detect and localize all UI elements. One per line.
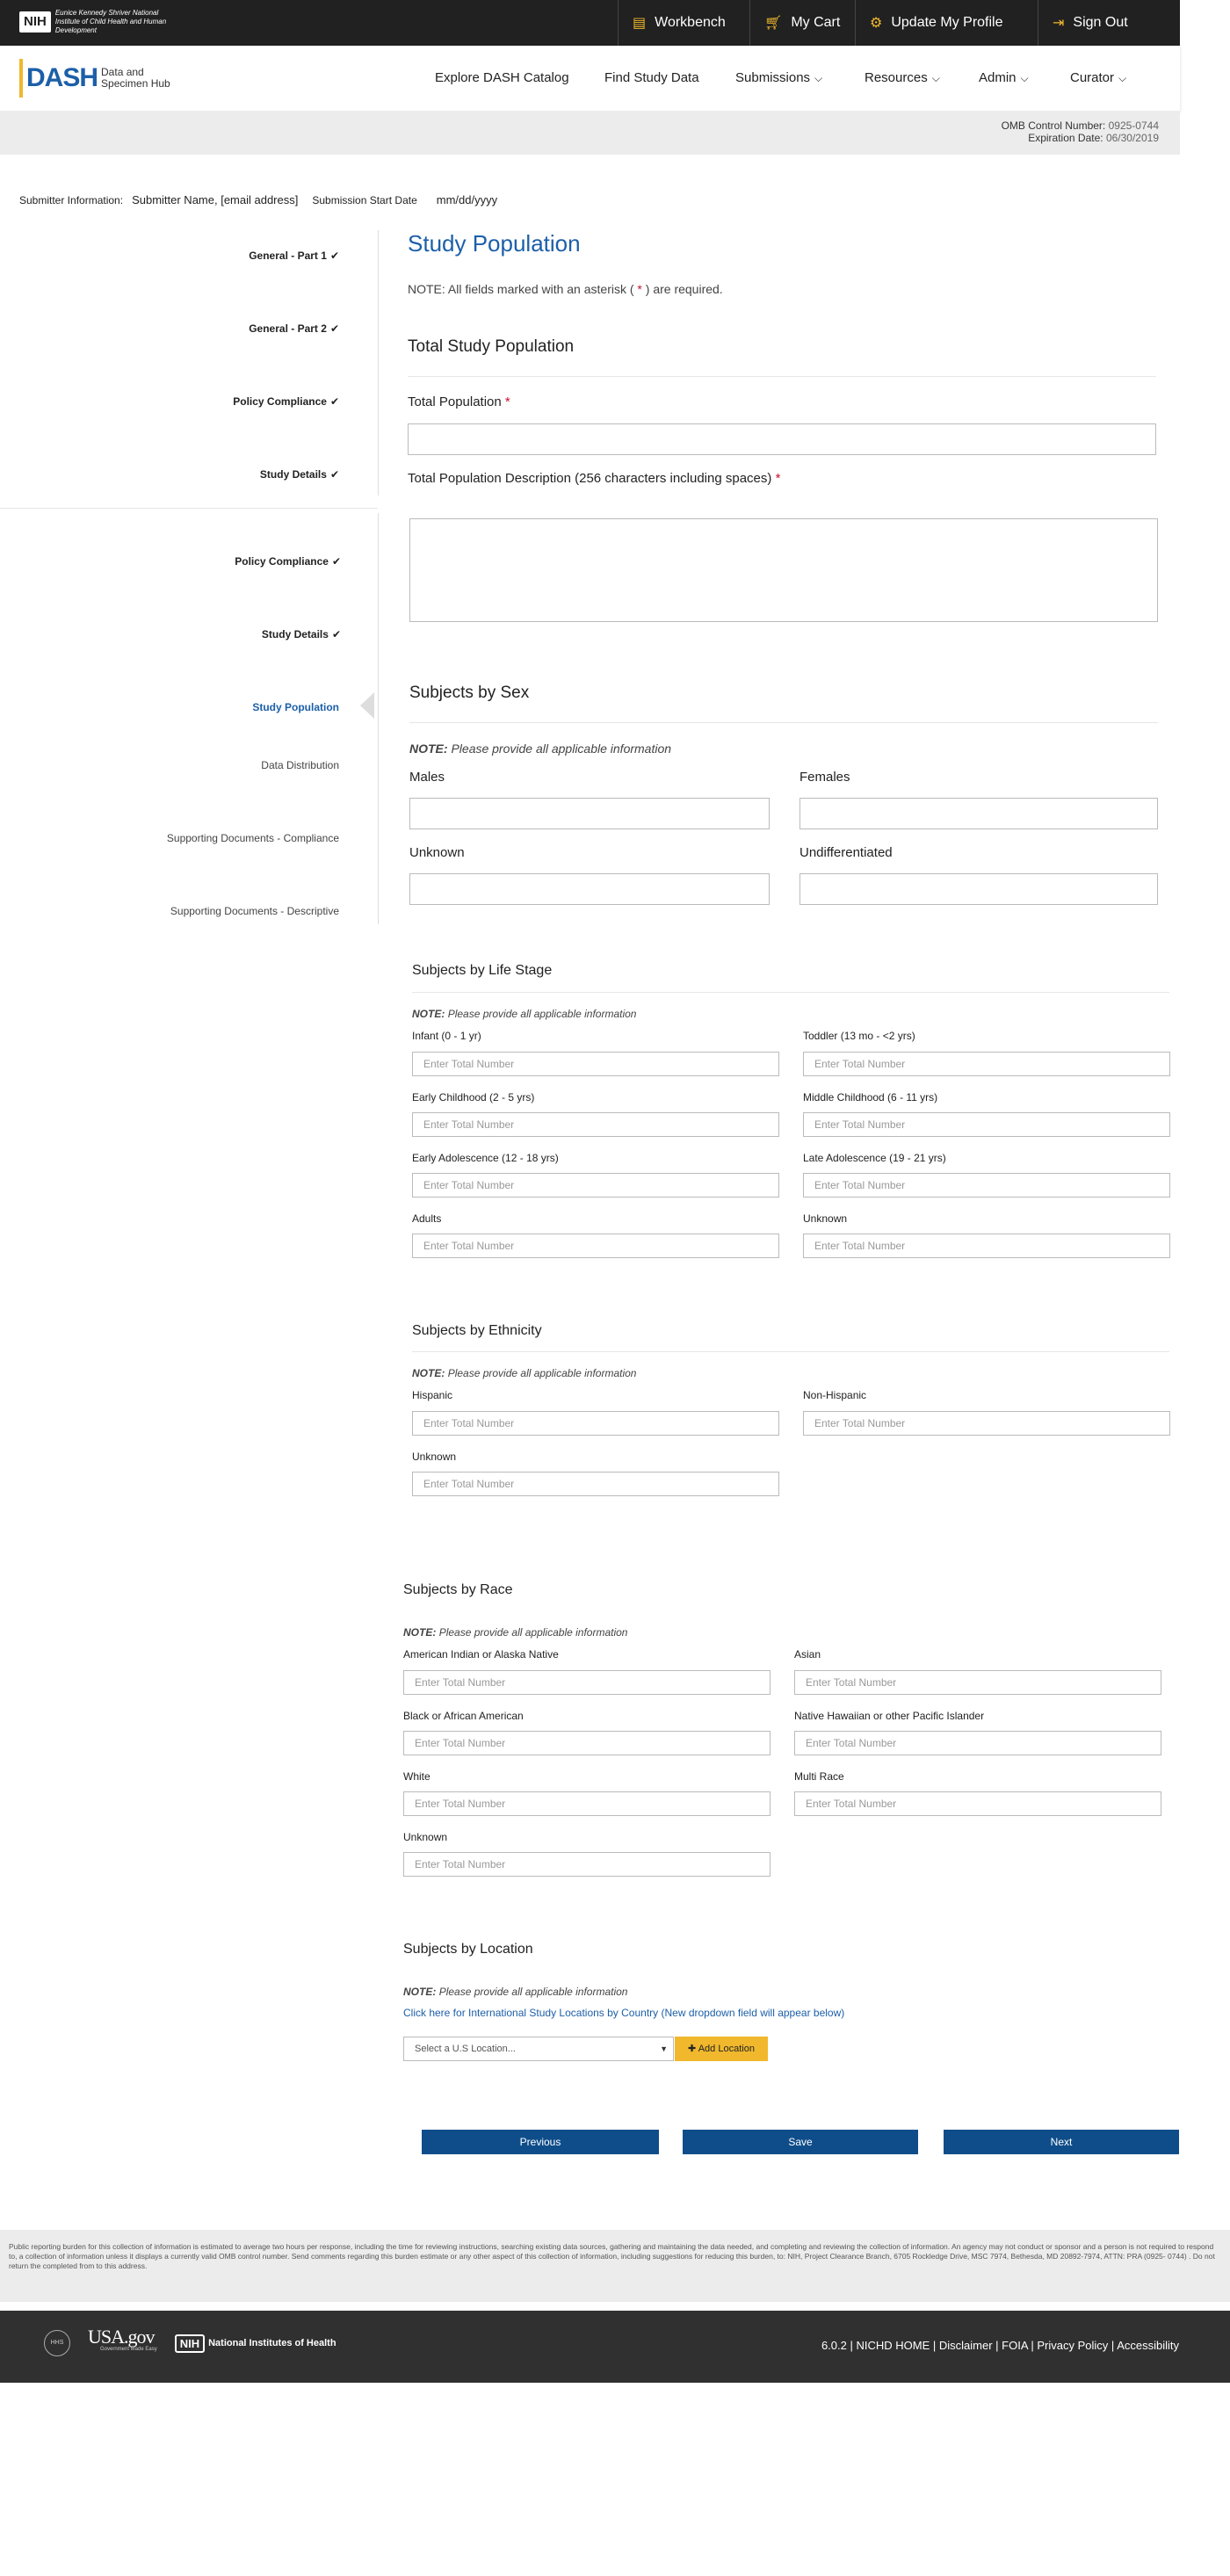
usagov-subtext: Government Made Easy xyxy=(100,2347,157,2352)
sex-note xyxy=(409,742,671,756)
update-profile-link[interactable] xyxy=(855,0,1038,46)
early-adolescence-input[interactable]: Enter Total Number xyxy=(412,1173,779,1198)
subjects-by-race-heading: Subjects by Race xyxy=(403,1582,513,1597)
usagov-text: USA.gov xyxy=(88,2326,155,2348)
logo-word: DASH xyxy=(26,63,98,92)
note-text: Please provide all applicable information xyxy=(438,1986,628,1998)
institute-name: Eunice Kennedy Shriver National Institute of Child Health and Human Development xyxy=(54,9,167,34)
note-bold: NOTE: xyxy=(412,1008,445,1020)
cart-icon: 🛒︎ xyxy=(764,16,783,31)
nih-footer-logo[interactable] xyxy=(175,2334,336,2353)
subjects-by-ethnicity-heading: Subjects by Ethnicity xyxy=(412,1323,542,1338)
page-title: Study Population xyxy=(408,230,581,257)
non-hispanic-label: Non-Hispanic xyxy=(803,1389,867,1401)
total-population-description-textarea[interactable] xyxy=(409,518,1158,622)
race-note xyxy=(403,1626,627,1639)
check-icon: ✔ xyxy=(329,468,339,481)
nav-find-study-data[interactable]: Find Study Data xyxy=(604,70,699,85)
nav-admin-label: Admin xyxy=(979,70,1017,85)
dash-logo[interactable] xyxy=(19,59,170,98)
select-value: Select a U.S Location... xyxy=(415,2044,516,2054)
sidenav-item-general-part2[interactable] xyxy=(249,322,339,335)
my-cart-link[interactable] xyxy=(749,0,855,46)
sidenav-item-study-population[interactable]: Study Population xyxy=(252,701,339,713)
divider xyxy=(412,1351,1169,1352)
late-adolescence-input[interactable]: Enter Total Number xyxy=(803,1173,1170,1198)
check-icon: ✔ xyxy=(329,250,339,262)
subjects-by-life-stage-heading: Subjects by Life Stage xyxy=(412,963,553,978)
sidenav-separator xyxy=(0,508,378,509)
note-text: Please provide all applicable information xyxy=(438,1626,628,1639)
sidenav-item-study-details[interactable] xyxy=(260,468,339,481)
footer xyxy=(0,2311,1230,2383)
main-nav xyxy=(0,46,1180,111)
divider xyxy=(408,376,1156,377)
early-childhood-input[interactable]: Enter Total Number xyxy=(412,1112,779,1137)
top-bar xyxy=(0,0,1180,46)
footer-link-nichd-home[interactable]: NICHD HOME xyxy=(856,2339,930,2352)
my-cart-label: My Cart xyxy=(791,15,841,30)
check-icon: ✔ xyxy=(331,628,341,640)
infant-label: Infant (0 - 1 yr) xyxy=(412,1030,481,1042)
nav-explore-catalog[interactable]: Explore DASH Catalog xyxy=(435,70,569,85)
nih-badge: NIH xyxy=(19,11,51,33)
subjects-by-sex-heading: Subjects by Sex xyxy=(409,684,530,702)
sign-out-link[interactable] xyxy=(1038,0,1180,46)
sidenav-item-policy-compliance-2[interactable] xyxy=(235,555,341,568)
note-prefix: NOTE: All fields marked with an asterisk ( xyxy=(408,282,634,296)
nih-footer-badge: NIH xyxy=(175,2334,205,2353)
hhs-logo[interactable] xyxy=(44,2330,70,2356)
toddler-input[interactable]: Enter Total Number xyxy=(803,1052,1170,1076)
nav-resources-label: Resources xyxy=(865,70,928,85)
footer-link-disclaimer[interactable]: Disclaimer xyxy=(938,2339,993,2352)
workbench-label: Workbench xyxy=(655,15,726,30)
submitter-value: Submitter Name, [email address] xyxy=(132,193,299,206)
note-star: * xyxy=(637,282,642,296)
unknown-life-stage-input[interactable]: Enter Total Number xyxy=(803,1234,1170,1258)
hispanic-input[interactable]: Enter Total Number xyxy=(412,1411,779,1436)
logo-sub-line2: Specimen Hub xyxy=(101,77,170,90)
omb-expiration-label: Expiration Date: xyxy=(1028,132,1103,144)
non-hispanic-input[interactable]: Enter Total Number xyxy=(803,1411,1170,1436)
chevron-down-icon: ⌵ xyxy=(1020,72,1029,84)
required-asterisk: * xyxy=(504,394,510,409)
check-icon: ✔ xyxy=(329,322,339,335)
unknown-race-label: Unknown xyxy=(403,1831,448,1843)
adults-input[interactable]: Enter Total Number xyxy=(412,1234,779,1258)
undifferentiated-label: Undifferentiated xyxy=(800,845,893,860)
note-text: Please provide all applicable information xyxy=(451,742,672,756)
sign-out-icon: ⇥ xyxy=(1053,16,1065,31)
required-asterisk: * xyxy=(775,471,781,486)
sidenav-label: Study Details xyxy=(259,468,327,481)
submitter-info xyxy=(19,193,497,206)
toddler-label: Toddler (13 mo - <2 yrs) xyxy=(803,1030,915,1042)
international-locations-link[interactable]: Click here for International Study Locations by Country (New dropdown field will appear below) xyxy=(403,2007,845,2019)
version-text: 6.0.2 xyxy=(821,2339,847,2352)
logo-accent-bar xyxy=(19,59,23,98)
early-childhood-label: Early Childhood (2 - 5 yrs) xyxy=(412,1091,535,1103)
note-bold: NOTE: xyxy=(412,1367,445,1379)
sidenav-item-supporting-descriptive[interactable]: Supporting Documents - Descriptive xyxy=(170,905,339,917)
sidenav-item-study-details-2[interactable] xyxy=(262,628,341,640)
early-adolescence-label: Early Adolescence (12 - 18 yrs) xyxy=(412,1152,559,1164)
males-label: Males xyxy=(409,770,445,785)
females-input[interactable] xyxy=(800,798,1158,829)
omb-banner xyxy=(0,111,1180,155)
clipboard-icon: ▤ xyxy=(633,16,647,31)
location-note xyxy=(403,1986,627,1998)
check-icon: ✔ xyxy=(329,395,339,408)
sidenav-label: General - Part 1 xyxy=(249,250,327,262)
save-button[interactable]: Save xyxy=(683,2130,918,2154)
sign-out-label: Sign Out xyxy=(1073,15,1128,30)
footer-links: 6.0.2 | NICHD HOME | Disclaimer | FOIA | Privacy Policy | Accessibility xyxy=(821,2339,1179,2352)
logo-sub-line1: Data and xyxy=(101,66,144,78)
footer-logos xyxy=(44,2326,336,2356)
late-adolescence-label: Late Adolescence (19 - 21 yrs) xyxy=(803,1152,946,1164)
submitter-label: Submitter Information: xyxy=(19,193,124,206)
next-button[interactable]: Next xyxy=(944,2130,1179,2154)
sidenav-label: Policy Compliance xyxy=(233,395,327,408)
omb-control-value: 0925-0744 xyxy=(1108,119,1159,132)
life-stage-note xyxy=(412,1008,636,1020)
unknown-sex-input[interactable] xyxy=(409,873,770,905)
start-date-value: mm/dd/yyyy xyxy=(436,193,498,206)
label-text: Total Population xyxy=(408,394,502,409)
footer-link-foia[interactable]: FOIA xyxy=(1002,2339,1028,2352)
sidenav-label: Study Details xyxy=(261,628,329,640)
males-input[interactable] xyxy=(409,798,770,829)
black-label: Black or African American xyxy=(403,1710,524,1722)
middle-childhood-label: Middle Childhood (6 - 11 yrs) xyxy=(803,1091,938,1103)
nav-curator-label: Curator xyxy=(1070,70,1115,85)
undifferentiated-input[interactable] xyxy=(800,873,1158,905)
required-note xyxy=(408,282,723,296)
multi-race-input[interactable]: Enter Total Number xyxy=(794,1791,1161,1816)
american-indian-label: American Indian or Alaska Native xyxy=(403,1648,559,1661)
note-bold: NOTE: xyxy=(409,742,448,756)
sidenav-divider xyxy=(378,230,379,496)
label-text: Total Population Description (256 characters including spaces) xyxy=(408,471,772,486)
note-bold: NOTE: xyxy=(403,1986,437,1998)
total-population-heading: Total Study Population xyxy=(408,337,575,356)
workbench-link[interactable] xyxy=(618,0,749,46)
start-date-label: Submission Start Date xyxy=(312,193,417,206)
chevron-down-icon: ⌵ xyxy=(931,72,940,84)
american-indian-input[interactable]: Enter Total Number xyxy=(403,1670,771,1695)
note-text: Please provide all applicable information xyxy=(447,1367,637,1379)
omb-expiration-value: 06/30/2019 xyxy=(1105,132,1159,144)
omb-control-label: OMB Control Number: xyxy=(1001,119,1106,132)
infant-input[interactable]: Enter Total Number xyxy=(412,1052,779,1076)
plus-icon: ✚ xyxy=(688,2044,697,2054)
check-icon: ✔ xyxy=(331,555,341,568)
footer-link-privacy-policy[interactable]: Privacy Policy xyxy=(1037,2339,1109,2352)
total-population-description-label xyxy=(408,471,780,486)
chevron-down-icon: ⌵ xyxy=(1118,72,1127,84)
multi-race-label: Multi Race xyxy=(794,1770,844,1783)
black-input[interactable]: Enter Total Number xyxy=(403,1731,771,1755)
total-population-input[interactable] xyxy=(408,423,1156,455)
middle-childhood-input[interactable]: Enter Total Number xyxy=(803,1112,1170,1137)
native-hawaiian-label: Native Hawaiian or other Pacific Islander xyxy=(794,1710,985,1722)
caret-down-icon: ▼ xyxy=(660,2044,668,2053)
sidenav-item-policy-compliance[interactable] xyxy=(233,395,339,408)
omb-info xyxy=(1002,119,1159,144)
adults-label: Adults xyxy=(412,1212,442,1225)
usagov-logo[interactable] xyxy=(88,2326,157,2355)
unknown-race-input[interactable]: Enter Total Number xyxy=(403,1852,771,1877)
native-hawaiian-input[interactable]: Enter Total Number xyxy=(794,1731,1161,1755)
nav-admin[interactable] xyxy=(979,70,1029,85)
nav-resources[interactable] xyxy=(865,70,940,85)
previous-button[interactable]: Previous xyxy=(422,2130,659,2154)
white-input[interactable]: Enter Total Number xyxy=(403,1791,771,1816)
us-location-select[interactable] xyxy=(403,2037,674,2061)
nav-curator[interactable] xyxy=(1070,70,1126,85)
asian-input[interactable]: Enter Total Number xyxy=(794,1670,1161,1695)
logo-subtitle xyxy=(101,67,170,90)
sidenav-item-supporting-compliance[interactable]: Supporting Documents - Compliance xyxy=(166,832,339,844)
sidenav-divider xyxy=(378,513,379,924)
unknown-ethnicity-label: Unknown xyxy=(412,1451,457,1463)
unknown-life-stage-label: Unknown xyxy=(803,1212,848,1225)
sidenav-label: General - Part 2 xyxy=(249,322,327,335)
divider xyxy=(409,722,1158,723)
burden-statement: Public reporting burden for this collection of information is estimated to average two hours per response, including the time for reviewing instructions, searching existing data sources, gathering and maintaining the data needed, and completing and reviewing the collection of information. An agency may not conduct or sponsor and a person is not required to respond to, a collection of information unless it displays a currently valid OMB control number. Send comments regarding this burden estimate or any other aspect of this collection of information, including suggestions for reducing this burden, to: NIH, Project Clearance Branch, 6705 Rockledge Drive, MSC 7974, Bethesda, MD 20892-7974, ATTN: PRA (0925- 0744) . Do not return the completed from to this address. xyxy=(0,2230,1230,2302)
hispanic-label: Hispanic xyxy=(412,1389,453,1401)
footer-link-accessibility[interactable]: Accessibility xyxy=(1117,2339,1179,2352)
sidenav-item-general-part1[interactable] xyxy=(249,250,339,262)
gear-icon: ⚙ xyxy=(870,16,883,31)
subjects-by-location-heading: Subjects by Location xyxy=(403,1942,533,1957)
hhs-text: HHS xyxy=(50,2340,64,2346)
nichd-logo[interactable] xyxy=(19,11,178,33)
chevron-down-icon: ⌵ xyxy=(814,72,823,84)
note-suffix: ) are required. xyxy=(645,282,723,296)
sidenav-label: Policy Compliance xyxy=(235,555,329,568)
females-label: Females xyxy=(800,770,850,785)
note-bold: NOTE: xyxy=(403,1626,437,1639)
nav-submissions-label: Submissions xyxy=(735,70,811,85)
active-pointer-icon xyxy=(360,692,374,719)
divider xyxy=(412,992,1169,993)
note-text: Please provide all applicable information xyxy=(447,1008,637,1020)
total-population-label xyxy=(408,394,510,409)
add-location-label: Add Location xyxy=(698,2044,755,2054)
sidenav-item-data-distribution[interactable]: Data Distribution xyxy=(261,759,339,771)
add-location-button[interactable] xyxy=(675,2037,768,2061)
unknown-ethnicity-input[interactable]: Enter Total Number xyxy=(412,1472,779,1496)
ethnicity-note xyxy=(412,1367,636,1379)
update-profile-label: Update My Profile xyxy=(891,15,1003,30)
nav-submissions[interactable] xyxy=(735,70,822,85)
unknown-sex-label: Unknown xyxy=(409,845,465,860)
nih-footer-name: National Institutes of Health xyxy=(208,2338,336,2348)
asian-label: Asian xyxy=(794,1648,821,1661)
white-label: White xyxy=(403,1770,430,1783)
